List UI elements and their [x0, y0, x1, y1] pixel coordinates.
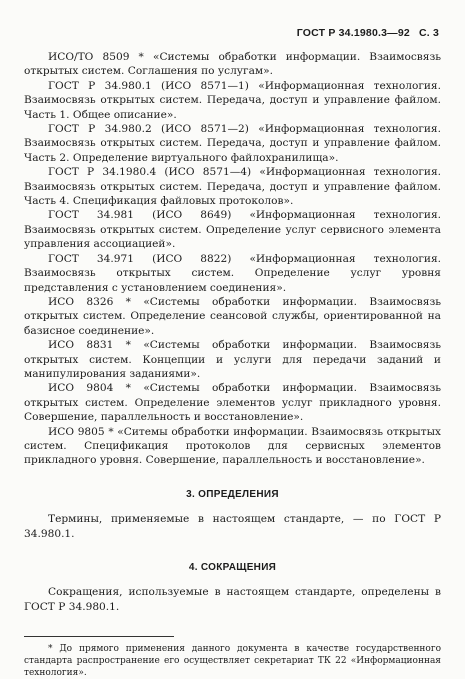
reference-item: ИСО 8831 * «Системы обработки информации. Взаимосвязь открытых систем. Концепции и услуги для передачи заданий и манипулирования заданиями». [24, 339, 441, 380]
reference-item: ГОСТ 34.981 (ИСО 8649) «Информационная технология. Взаимосвязь открытых систем. Определение услуг сервисного элемента управления ассоциацией». [24, 209, 441, 251]
document-body [24, 50, 441, 679]
reference-item: ИСО 9804 * «Системы обработки информации. Взаимосвязь открытых систем. Определение элементов услуг прикладного уровня. Совершение, параллельность и восстановление». [24, 382, 441, 424]
reference-item: ИСО/ТО 8509 * «Системы обработки информации. Взаимосвязь открытых систем. Соглашения по услугам». [24, 51, 441, 78]
section-abbreviations-title: 4. СОКРАЩЕНИЯ [188, 562, 277, 573]
page-number: С. 3 [418, 27, 439, 39]
footnote-divider [24, 636, 174, 637]
reference-item: ГОСТ Р 34.980.1 (ИСО 8571—1) «Информационная технология. Взаимосвязь открытых систем. Передача, доступ и управление файлом. Часть 1. Общее описание». [24, 79, 441, 121]
section-definitions-title: 3. ОПРЕДЕЛЕНИЯ [186, 488, 279, 500]
reference-item: ИСО 9805 * «Ситемы обработки информации. Взаимосвязь открытых систем. Спецификация протоколов для сервисных элементов прикладного уровня. Совершение, параллельность и восстановление». [24, 425, 441, 467]
reference-item: ГОСТ Р 34.1980.4 (ИСО 8571—4) «Информационная технология. Взаимосвязь открытых систем. Передача, доступ и управление файлом. Часть 4. Спецификация файловых протоколов». [24, 166, 441, 208]
section-definitions-text: Термины, применяемые в настоящем стандарте, — по ГОСТ Р 34.980.1. [24, 513, 441, 540]
reference-item: ИСО 8326 * «Системы обработки информации. Взаимосвязь открытых систем. Определение сеансовой службы, ориентированной на базисное соединение». [24, 295, 441, 337]
section-abbreviations-text: Сокращения, используемые в настоящем стандарте, определены в ГОСТ Р 34.980.1. [24, 586, 441, 613]
reference-item: ГОСТ 34.971 (ИСО 8822) «Информационная технология. Взаимосвязь открытых систем. Определение услуг уровня представления с установлением соединения». [24, 252, 441, 294]
reference-item: ГОСТ Р 34.980.2 (ИСО 8571—2) «Информационная технология. Взаимосвязь открытых систем. Передача, доступ и управление файлом. Часть 2. Определение виртуального файлохранилища». [24, 123, 441, 164]
page-header [297, 27, 439, 39]
footnote: * До прямого применения данного документа в качестве государственного стандарта распространение его осуществляет секретариат ТК 22 «Информационная технология». [24, 644, 441, 679]
standard-number: ГОСТ Р 34.1980.3—92 [296, 27, 410, 39]
